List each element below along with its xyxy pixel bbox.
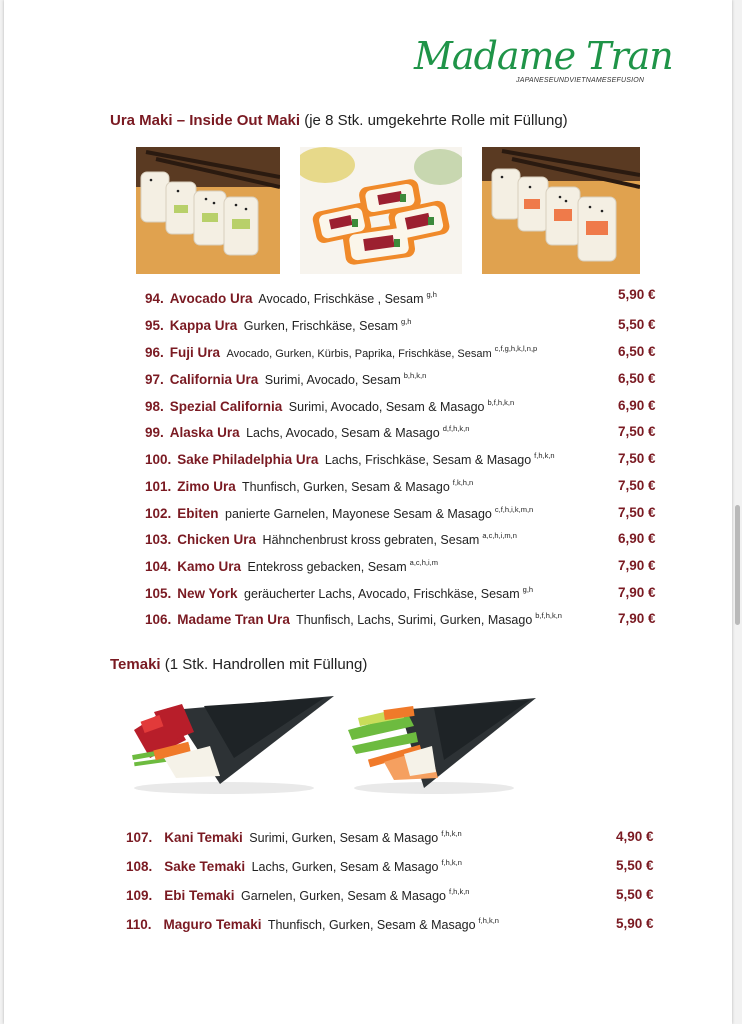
logo-name: Madame Tran bbox=[414, 34, 673, 78]
item-desc: Lachs, Frischkäse, Sesam & Masago bbox=[324, 453, 532, 467]
item-name: Madame Tran Ura bbox=[177, 612, 290, 627]
item-name: Avocado Ura bbox=[169, 291, 253, 306]
item-desc: Hähnchenbrust kross gebraten, Sesam bbox=[262, 533, 480, 547]
menu-item bbox=[126, 916, 499, 934]
menu-item bbox=[145, 558, 438, 576]
item-allergens: c,f,h,i,k,m,n bbox=[494, 505, 534, 514]
item-price: 6,50 € bbox=[618, 371, 656, 386]
item-price: 6,90 € bbox=[618, 398, 656, 413]
menu-item bbox=[145, 424, 469, 442]
item-price: 7,90 € bbox=[618, 558, 656, 573]
item-allergens: g,h bbox=[522, 585, 534, 594]
item-number: 100. bbox=[145, 452, 172, 467]
item-allergens: g,h bbox=[426, 290, 437, 299]
item-name: Alaska Ura bbox=[169, 425, 240, 440]
item-desc: Avocado, Gurken, Kürbis, Paprika, Frischkäse, Sesam bbox=[226, 348, 492, 360]
section-name: Ura Maki – Inside Out Maki bbox=[110, 112, 301, 129]
item-allergens: f,h,k,n bbox=[534, 451, 555, 460]
item-price: 7,50 € bbox=[618, 478, 656, 493]
item-price: 7,90 € bbox=[618, 611, 656, 626]
menu-item bbox=[126, 829, 462, 847]
item-allergens: f,h,k,n bbox=[478, 916, 499, 925]
menu-item bbox=[145, 344, 537, 362]
item-name: Zimo Ura bbox=[177, 479, 236, 494]
item-price: 5,90 € bbox=[616, 916, 654, 931]
item-number: 102. bbox=[145, 506, 172, 521]
item-price: 5,50 € bbox=[616, 858, 654, 873]
scrollbar[interactable] bbox=[735, 505, 740, 625]
item-number: 97. bbox=[145, 372, 164, 387]
ura-maki-salmon-photo bbox=[482, 147, 640, 274]
item-number: 109. bbox=[126, 888, 153, 903]
item-desc: Gurken, Frischkäse, Sesam bbox=[243, 319, 399, 333]
item-price: 7,50 € bbox=[618, 505, 656, 520]
item-desc: panierte Garnelen, Mayonese Sesam & Masago bbox=[225, 507, 492, 521]
item-name: Sake Temaki bbox=[164, 859, 246, 874]
item-number: 94. bbox=[145, 291, 164, 306]
item-number: 103. bbox=[145, 532, 172, 547]
item-name: Spezial California bbox=[169, 399, 283, 414]
item-allergens: f,h,k,n bbox=[441, 858, 462, 867]
item-desc: Thunfisch, Gurken, Sesam & Masago bbox=[242, 480, 450, 494]
item-allergens: c,f,g,h,k,l,n,p bbox=[494, 344, 538, 353]
item-desc: Surimi, Avocado, Sesam bbox=[264, 373, 401, 387]
ura-maki-avocado-photo bbox=[136, 147, 280, 274]
item-number: 110. bbox=[126, 917, 152, 932]
section-name: Temaki bbox=[110, 656, 161, 673]
item-allergens: a,c,h,i,m bbox=[409, 558, 439, 567]
temaki-california-photo bbox=[344, 688, 540, 798]
item-allergens: a,c,h,i,m,n bbox=[482, 531, 517, 540]
menu-item bbox=[145, 585, 533, 603]
item-number: 108. bbox=[126, 859, 153, 874]
item-name: Sake Philadelphia Ura bbox=[177, 452, 319, 467]
ura-maki-tuna-photo bbox=[300, 147, 462, 274]
item-number: 98. bbox=[145, 399, 164, 414]
item-name: Ebiten bbox=[177, 506, 219, 521]
item-number: 96. bbox=[145, 345, 164, 360]
item-allergens: b,f,h,k,n bbox=[535, 611, 562, 620]
section-subtitle: (1 Stk. Handrollen mit Füllung) bbox=[164, 656, 368, 673]
menu-item bbox=[145, 290, 437, 308]
item-number: 105. bbox=[145, 586, 172, 601]
item-desc: Surimi, Gurken, Sesam & Masago bbox=[249, 831, 439, 845]
menu-item bbox=[145, 371, 426, 389]
menu-item bbox=[145, 611, 562, 629]
item-price: 7,50 € bbox=[618, 424, 656, 439]
item-desc: Thunfisch, Lachs, Surimi, Gurken, Masago bbox=[296, 613, 533, 627]
section-subtitle: (je 8 Stk. umgekehrte Rolle mit Füllung) bbox=[304, 112, 568, 129]
item-name: Kamo Ura bbox=[177, 559, 242, 574]
item-allergens: f,k,h,n bbox=[452, 478, 474, 487]
item-allergens: f,h,k,n bbox=[449, 887, 470, 896]
item-price: 5,50 € bbox=[618, 317, 656, 332]
item-name: Ebi Temaki bbox=[164, 888, 235, 903]
item-allergens: f,h,k,n bbox=[441, 829, 462, 838]
menu-item bbox=[145, 398, 514, 416]
item-name: Fuji Ura bbox=[169, 345, 221, 360]
item-name: New York bbox=[177, 586, 238, 601]
item-desc: Thunfisch, Gurken, Sesam & Masago bbox=[267, 918, 476, 932]
item-name: California Ura bbox=[169, 372, 259, 387]
item-name: Kappa Ura bbox=[169, 318, 238, 333]
item-name: Kani Temaki bbox=[164, 830, 243, 845]
item-price: 5,90 € bbox=[618, 287, 656, 302]
item-price: 6,90 € bbox=[618, 531, 656, 546]
menu-item bbox=[145, 451, 555, 469]
item-price: 7,90 € bbox=[618, 585, 656, 600]
menu-page bbox=[4, 0, 732, 1024]
item-desc: Avocado, Frischkäse , Sesam bbox=[258, 292, 424, 306]
menu-item bbox=[126, 887, 469, 905]
item-allergens: d,f,h,k,n bbox=[442, 424, 470, 433]
item-number: 106. bbox=[145, 612, 172, 627]
item-price: 6,50 € bbox=[618, 344, 656, 359]
item-price: 5,50 € bbox=[616, 887, 654, 902]
item-allergens: b,f,h,k,n bbox=[487, 398, 515, 407]
item-name: Maguro Temaki bbox=[163, 917, 262, 932]
menu-item bbox=[145, 505, 533, 523]
item-allergens: g,h bbox=[401, 317, 412, 326]
temaki-tuna-photo bbox=[124, 688, 340, 798]
item-desc: Lachs, Avocado, Sesam & Masago bbox=[246, 426, 440, 440]
item-number: 101. bbox=[145, 479, 172, 494]
item-name: Chicken Ura bbox=[177, 532, 257, 547]
logo-tagline: JAPANESEUNDVIETNAMESEFUSION bbox=[516, 77, 645, 84]
item-desc: Garnelen, Gurken, Sesam & Masago bbox=[241, 889, 447, 903]
item-allergens: b,h,k,n bbox=[403, 371, 427, 380]
section-title-ura-maki bbox=[110, 112, 568, 129]
section-title-temaki bbox=[110, 656, 367, 673]
menu-item bbox=[126, 858, 462, 876]
logo bbox=[412, 34, 673, 90]
item-desc: geräucherter Lachs, Avocado, Frischkäse, Sesam bbox=[244, 587, 520, 601]
item-price: 4,90 € bbox=[616, 829, 654, 844]
item-number: 99. bbox=[145, 425, 164, 440]
menu-item bbox=[145, 531, 517, 549]
menu-item bbox=[145, 317, 411, 335]
item-desc: Lachs, Gurken, Sesam & Masago bbox=[251, 860, 439, 874]
item-number: 107. bbox=[126, 830, 153, 845]
item-price: 7,50 € bbox=[618, 451, 656, 466]
item-number: 104. bbox=[145, 559, 172, 574]
item-desc: Surimi, Avocado, Sesam & Masago bbox=[288, 400, 485, 414]
menu-item bbox=[145, 478, 473, 496]
item-desc: Entekross gebacken, Sesam bbox=[247, 560, 407, 574]
item-number: 95. bbox=[145, 318, 164, 333]
